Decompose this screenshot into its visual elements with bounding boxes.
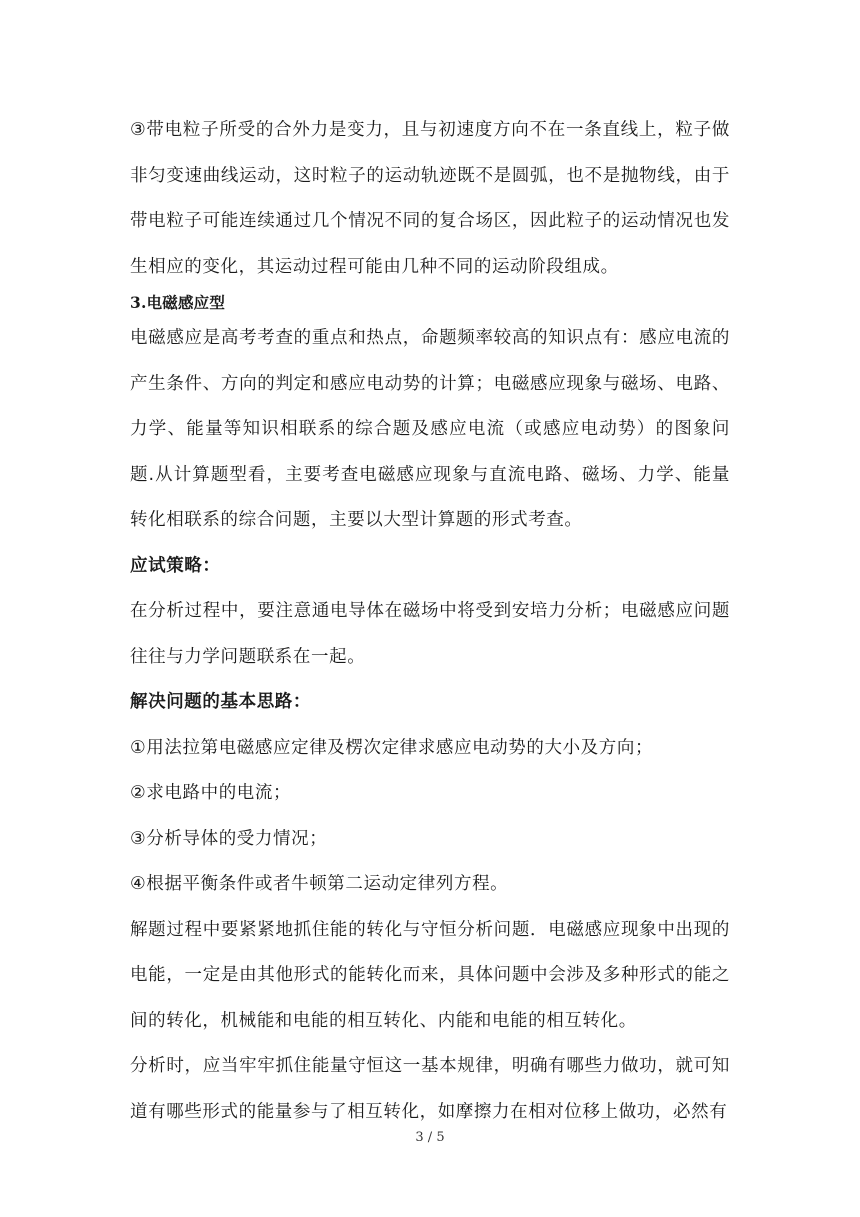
strategy-label: 应试策略： <box>130 555 221 576</box>
paragraph-particle-motion: ③带电粒子所受的合外力是变力，且与初速度方向不在一条直线上，粒子做非匀变速曲线运动，这时粒子的运动轨迹既不是圆弧，也不是抛物线，由于带电粒子可能连续通过几个情况不同的复合场区，因此粒子的运动情况也发生相应的变化，其运动过程可能由几种不同的运动阶段组成。 <box>130 120 730 277</box>
paragraph-analysis: 分析时，应当牢牢抓住能量守恒这一基本规律，明确有哪些力做功，就可知道有哪些形式的能量参与了相互转化，如摩擦力在相对位移上做功，必然有 <box>130 1056 730 1122</box>
paragraph-energy-conversion: 解题过程中要紧紧地抓住能的转化与守恒分析问题．电磁感应现象中出现的电能，一定是由其他形式的能转化而来，具体问题中会涉及多种形式的能之间的转化，机械能和电能的相互转化、内能和电能的相互转化。 <box>130 919 730 1031</box>
step-item: ③分析导体的受力情况； <box>130 828 328 849</box>
approach-label: 解决问题的基本思路： <box>130 692 311 712</box>
step-item: ②求电路中的电流； <box>130 783 292 803</box>
page-number: 3 / 5 <box>415 1130 445 1145</box>
paragraph-strategy: 在分析过程中，要注意通电导体在磁场中将受到安培力分析；电磁感应问题往往与力学问题联系在一起。 <box>130 601 730 667</box>
step-item: ①用法拉第电磁感应定律及楞次定律求感应电动势的大小及方向； <box>130 737 654 758</box>
step-item: ④根据平衡条件或者牛顿第二运动定律列方程。 <box>130 874 509 894</box>
paragraph-induction-overview: 电磁感应是高考考查的重点和热点，命题频率较高的知识点有：感应电流的产生条件、方向的判定和感应电动势的计算；电磁感应现象与磁场、电路、力学、能量等知识相联系的综合题及感应电流（或感应电动势）的图象问题.从计算题型看，主要考查电磁感应现象与直流电路、磁场、力学、能量转化相联系的综合问题，主要以大型计算题的形式考查。 <box>130 328 730 530</box>
page-content <box>130 108 730 1135</box>
section-heading-electromagnetic-induction: 3.电磁感应型 <box>130 293 226 312</box>
